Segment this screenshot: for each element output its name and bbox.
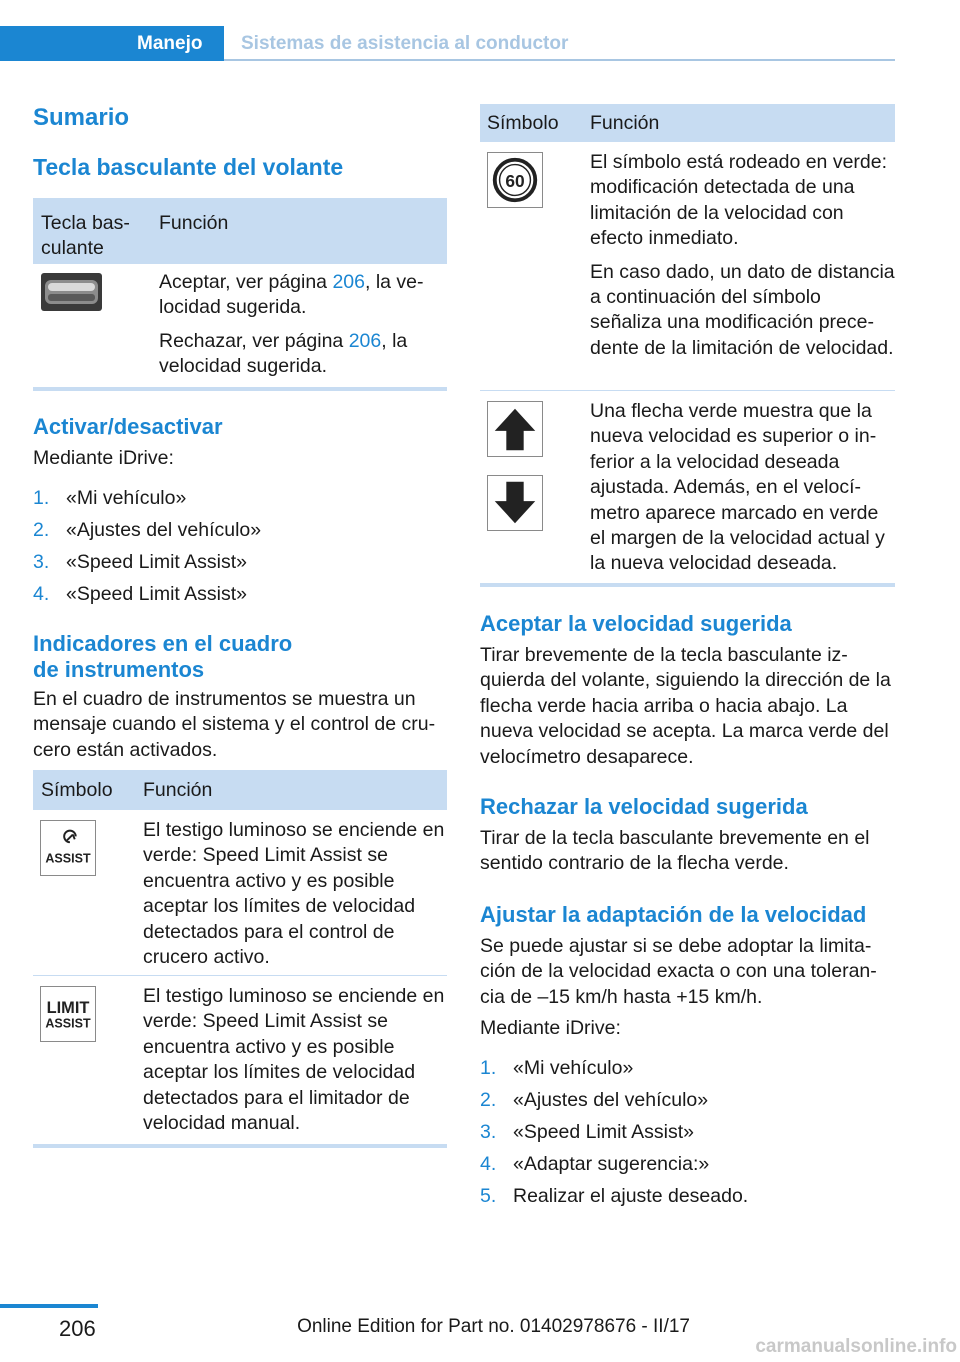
header-col-function: Función <box>159 212 229 234</box>
limit-assist-icon <box>40 986 96 1042</box>
indicators-table <box>33 770 447 1148</box>
function-paragraph: En caso dado, un dato de distancia a continuación del símbolo señaliza una modificación precedente de la limitación de velocidad. <box>590 260 895 359</box>
header-col-function: Función <box>143 779 213 801</box>
table-row <box>33 810 447 976</box>
table-row <box>480 142 895 391</box>
accept-text: Tirar brevemente de la tecla basculante izquierda del volante, siguiendo la dirección de la flecha verde hacia arriba o hacia abajo. La nueva velocidad se acepta. La marca verde del velocímetro desaparece. <box>480 644 891 768</box>
header-col-switch: Tecla bas- culante <box>41 212 130 259</box>
arrow-up-icon <box>487 401 543 457</box>
reject-text-end: , la velocidad sugerida. <box>159 329 408 378</box>
function-cell <box>159 270 447 388</box>
function-cell <box>590 399 895 585</box>
edition-note: Online Edition for Part no. 01402978676 - II/17 <box>297 1316 690 1337</box>
table-row <box>33 264 447 391</box>
svg-text:LIMIT: LIMIT <box>46 999 90 1018</box>
subsection-title: Tecla basculante del volante <box>33 154 344 180</box>
list-item: 2. «Ajustes del vehículo» <box>33 519 262 541</box>
adjust-steps <box>480 1052 895 1212</box>
list-item: 3. «Speed Limit Assist» <box>480 1121 695 1143</box>
section-title: Sumario <box>33 104 130 131</box>
section-tab[interactable]: Sistemas de asistencia al conductor <box>224 26 895 61</box>
header-col-function: Función <box>590 112 660 134</box>
chapter-header <box>0 26 895 61</box>
footer-rule <box>0 1304 98 1308</box>
chapter-tab[interactable]: Manejo <box>120 26 224 61</box>
table-header <box>33 770 447 810</box>
list-item: 3. «Speed Limit Assist» <box>33 551 248 573</box>
assist-icon <box>40 820 96 876</box>
accept-text: Aceptar, ver página <box>159 271 333 293</box>
function-cell <box>590 150 895 369</box>
list-item: 4. «Adaptar sugerencia:» <box>480 1153 710 1175</box>
page-link-reject[interactable]: 206 <box>348 329 382 352</box>
header-col-symbol: Símbolo <box>41 779 113 801</box>
adjust-heading: Ajustar la adaptación de la velocidad <box>480 902 867 927</box>
table-row <box>33 976 447 1148</box>
symbols-table <box>480 104 895 587</box>
svg-text:ASSIST: ASSIST <box>45 1016 91 1031</box>
watermark: carmanualsonline.info <box>755 1336 957 1357</box>
indicators-text: En el cuadro de instrumentos se muestra un mensaje cuando el sistema y el control de crucero están activados. <box>33 688 436 761</box>
arrow-down-icon <box>487 475 543 531</box>
table-header <box>480 104 895 142</box>
rocker-switch-table <box>33 198 447 391</box>
list-item: 4. «Speed Limit Assist» <box>33 583 248 605</box>
header-col-symbol: Símbolo <box>487 112 559 134</box>
adjust-text: Se puede ajustar si se debe adoptar la limitación de la velocidad exacta o con una tolerancia de –15 km/h hasta +15 km/h. <box>480 935 877 1008</box>
list-item: 5. Realizar el ajuste deseado. <box>480 1185 749 1207</box>
adjust-intro: Mediante iDrive: <box>480 1017 621 1039</box>
function-cell: El testigo luminoso se enciende en verde: Speed Limit Assist se encuentra activo y es posible aceptar los límites de velocidad detectados para el control de crucero activo. <box>143 819 445 969</box>
activate-steps <box>33 482 447 610</box>
speed-limit-60-icon <box>487 152 543 208</box>
function-cell: El testigo luminoso se enciende en verde: Speed Limit Assist se encuentra activo y es posible aceptar los límites de velocidad detectados para el limitador de velocidad manual. <box>143 985 445 1135</box>
list-item: 1. «Mi vehículo» <box>480 1057 634 1079</box>
activate-intro: Mediante iDrive: <box>33 447 174 469</box>
svg-text:60: 60 <box>505 170 525 191</box>
list-item: 2. «Ajustes del vehículo» <box>480 1089 709 1111</box>
function-paragraph: El símbolo está rodeado en verde: modificación detectada de una limitación de la velocidad con efecto inmediato. <box>590 151 888 250</box>
page-link-accept[interactable]: 206 <box>332 271 365 293</box>
table-row <box>480 391 895 587</box>
header-strip <box>0 26 120 61</box>
accept-text-end: , la ve- locidad sugerida. <box>159 271 424 319</box>
table-header <box>33 198 447 264</box>
accept-heading: Aceptar la velocidad sugerida <box>480 611 792 636</box>
reject-text: Tirar de la tecla basculante brevemente en el sentido contrario de la flecha verde. <box>480 827 870 875</box>
reject-text: Rechazar, ver página <box>159 329 349 352</box>
list-item: 1. «Mi vehículo» <box>33 487 187 509</box>
rocker-switch-icon <box>40 272 103 312</box>
indicators-heading: Indicadores en el cuadro de instrumentos <box>33 631 293 682</box>
svg-text:ASSIST: ASSIST <box>45 851 91 866</box>
page-number: 206 <box>59 1316 96 1341</box>
function-paragraph: Una flecha verde muestra que la nueva velocidad es superior o inferior a la velocidad deseada ajustada. Además, en el velocímetro aparece marcado en verde el margen de la velocidad actual y la nueva velocidad deseada. <box>590 400 885 575</box>
activate-heading: Activar/desactivar <box>33 414 223 439</box>
reject-heading: Rechazar la velocidad sugerida <box>480 794 808 819</box>
